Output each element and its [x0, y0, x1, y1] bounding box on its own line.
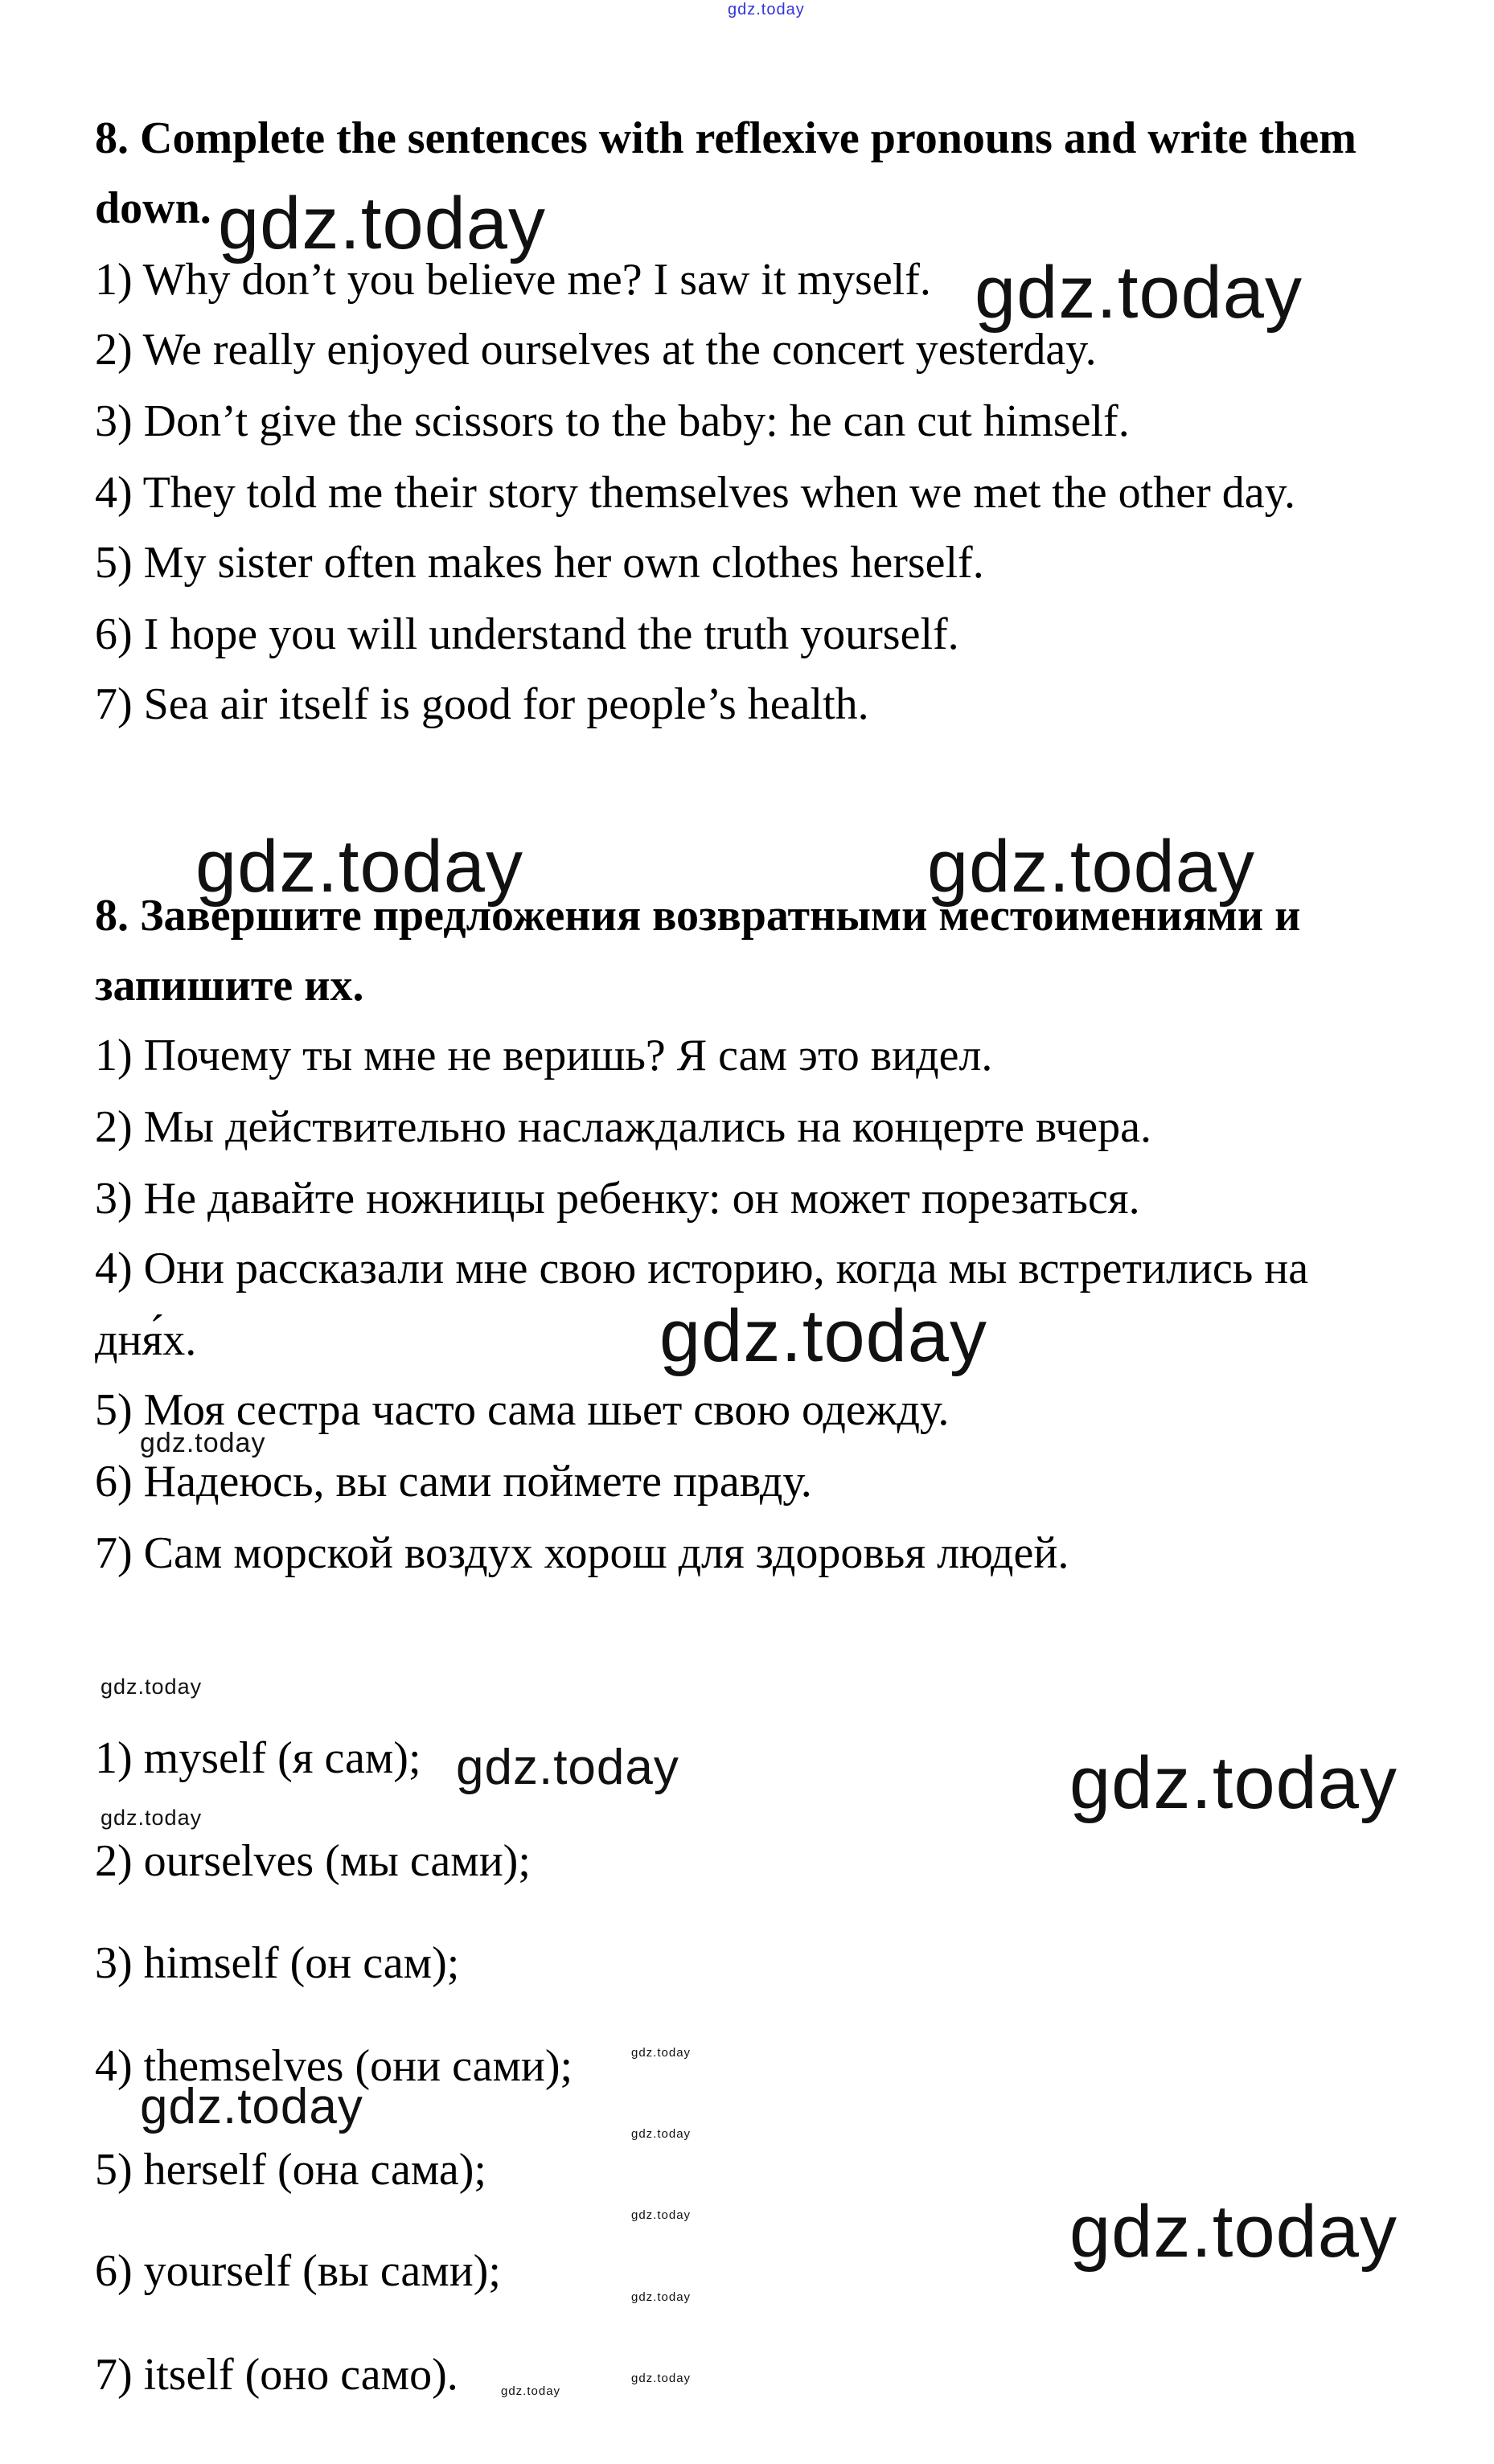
watermark: gdz.today: [1069, 2191, 1398, 2273]
watermark: gdz.today: [631, 2372, 692, 2385]
watermark: gdz.today: [456, 1740, 679, 1795]
sentence-ru: 2) Мы действительно наслаждались на концерте вчера.: [95, 1102, 1151, 1152]
watermark: gdz.today: [218, 182, 546, 264]
sentence-ru: 3) Не давайте ножницы ребенку: он может порезаться.: [95, 1174, 1140, 1224]
sentence-en: 7) Sea air itself is good for people’s health.: [95, 679, 869, 729]
answer-item: 1) myself (я сам);: [95, 1733, 421, 1783]
watermark: gdz.today: [101, 1675, 203, 1699]
sentence-en: 5) My sister often makes her own clothes herself.: [95, 538, 984, 588]
watermark: gdz.today: [659, 1295, 987, 1377]
answer-item: 4) themselves (они сами);: [95, 2041, 573, 2091]
answer-item: 2) ourselves (мы сами);: [95, 1836, 531, 1886]
answer-item: 3) himself (он сам);: [95, 1938, 460, 1988]
sentence-ru: 5) Моя сестра часто сама шьет свою одежду.: [95, 1385, 950, 1435]
answer-item: 7) itself (оно само).: [95, 2350, 458, 2400]
watermark: gdz.today: [140, 2079, 363, 2134]
sentence-ru: 1) Почему ты мне не веришь? Я сам это видел.: [95, 1031, 993, 1080]
watermark: gdz.today: [195, 826, 523, 908]
watermark: gdz.today: [101, 1806, 203, 1830]
watermark: gdz.today: [927, 826, 1255, 908]
sentence-ru: 4) Они рассказали мне свою историю, когда мы встретились на: [95, 1244, 1309, 1293]
answer-item: 5) herself (она сама);: [95, 2145, 486, 2195]
watermark: gdz.today: [631, 2290, 692, 2304]
exercise-heading-en-cont: down.: [95, 183, 211, 233]
exercise-heading-ru: 8. Завершите предложения возвратными местоимениями и: [95, 891, 1301, 941]
watermark: gdz.today: [631, 2046, 692, 2060]
watermark: gdz.today: [501, 2384, 561, 2398]
sentence-en: 3) Don’t give the scissors to the baby: he can cut himself.: [95, 396, 1130, 446]
watermark: gdz.today: [631, 2127, 692, 2141]
sentence-en: 6) I hope you will understand the truth yourself.: [95, 609, 959, 659]
watermark: gdz.today: [140, 1428, 266, 1458]
exercise-heading-en: 8. Complete the sentences with reflexive pronouns and write them: [95, 113, 1357, 163]
sentence-ru: 7) Сам морской воздух хорош для здоровья людей.: [95, 1528, 1069, 1578]
sentence-ru: 6) Надеюсь, вы сами поймете правду.: [95, 1457, 812, 1507]
sentence-en: 1) Why don’t you believe me? I saw it myself.: [95, 255, 931, 305]
sentence-ru-cont: дня́х.: [95, 1315, 197, 1365]
answer-item: 6) yourself (вы сами);: [95, 2246, 501, 2296]
sentence-en: 2) We really enjoyed ourselves at the concert yesterday.: [95, 325, 1097, 375]
watermark: gdz.today: [1069, 1742, 1398, 1824]
sentence-en: 4) They told me their story themselves when we met the other day.: [95, 468, 1295, 518]
watermark: gdz.today: [728, 1, 805, 18]
watermark: gdz.today: [975, 252, 1303, 334]
watermark: gdz.today: [631, 2208, 692, 2222]
exercise-heading-ru-cont: запишите их.: [95, 961, 364, 1011]
